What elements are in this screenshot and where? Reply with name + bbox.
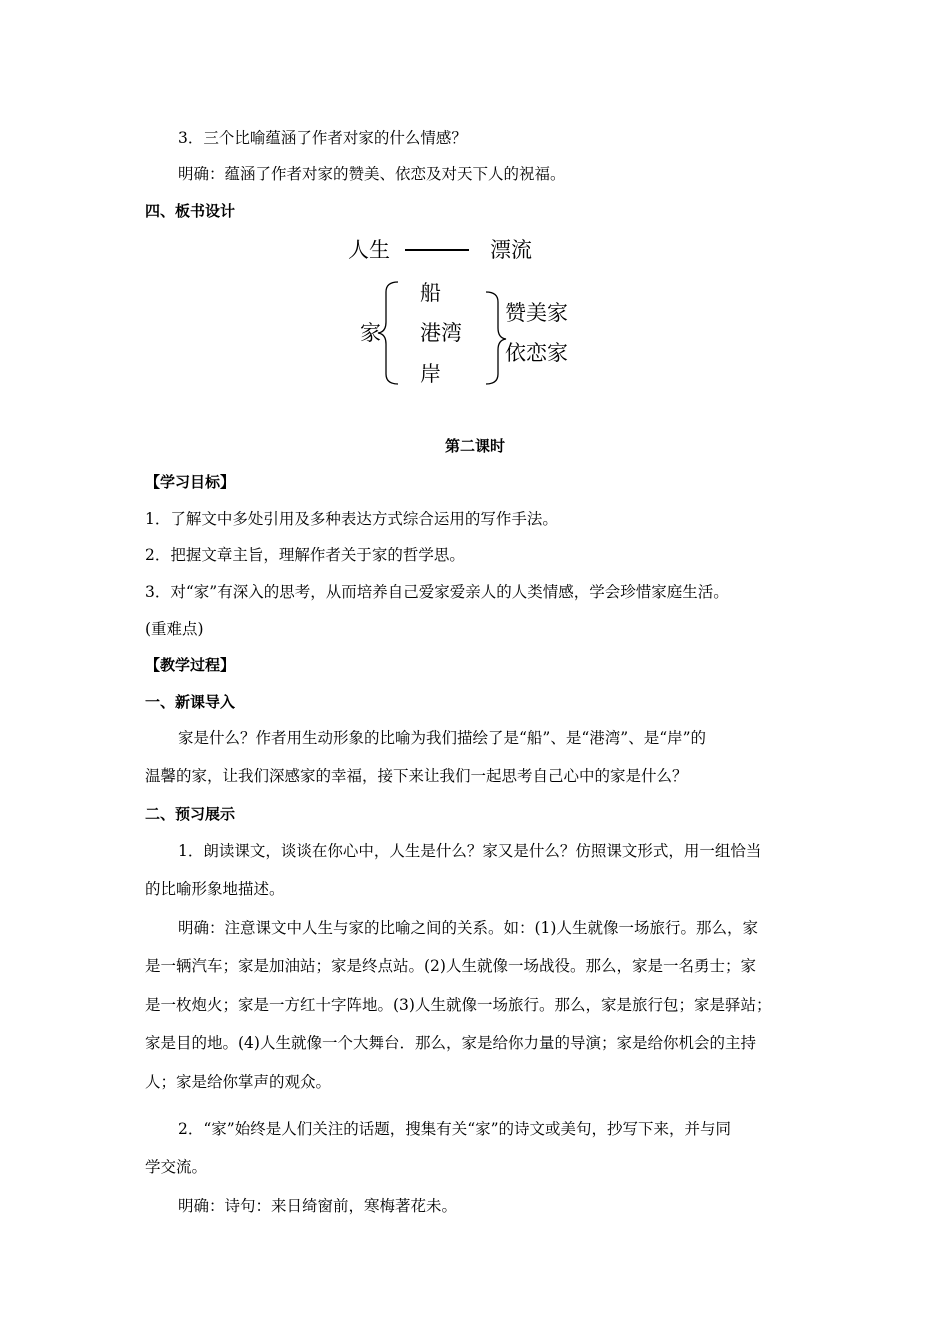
section-intro-heading: 一、新课导入 [145, 693, 236, 711]
answer-1-line: 家是目的地。(4)人生就像一个大舞台．那么，家是给你力量的导演；家是给你机会的主持 [145, 1034, 756, 1052]
intro-paragraph-line: 家是什么？作者用生动形象的比喻为我们描绘了是“船”、是“港湾”、是“岸”的 [178, 729, 707, 747]
answer-1-line: 是一辆汽车；家是加油站；家是终点站。(2)人生就像一场战役。那么，家是一名勇士；家 [145, 957, 756, 975]
goal-2: 2．把握文章主旨，理解作者关于家的哲学思。 [145, 546, 465, 564]
lesson2-title: 第二课时 [444, 437, 505, 455]
question-3: 3．三个比喻蕴涵了作者对家的什么情感？ [178, 129, 467, 147]
goal-1: 1．了解文中多处引用及多种表达方式综合运用的写作手法。 [145, 510, 558, 528]
left-brace [378, 282, 398, 384]
answer-2: 明确：诗句：来日绮窗前，寒梅著花未。 [178, 1197, 458, 1215]
section-preview-heading: 二、预习展示 [145, 805, 236, 823]
section-board-design-heading: 四、板书设计 [145, 202, 236, 220]
question-1-line: 1．朗读课文，谈谈在你心中，人生是什么？家又是什么？仿照课文形式，用一组恰当 [178, 842, 762, 860]
answer-3: 明确：蕴涵了作者对家的赞美、依恋及对天下人的祝福。 [178, 165, 566, 183]
board-item-an: 岸 [420, 362, 441, 386]
answer-1-line: 人；家是给你掌声的观众。 [145, 1073, 332, 1091]
board-jia: 家 [360, 321, 381, 345]
question-2-line: 2．“家”始终是人们关注的话题，搜集有关“家”的诗文或美句，抄写下来，并与同 [178, 1120, 732, 1138]
board-rensheng: 人生 [348, 238, 390, 262]
process-heading: 【教学过程】 [145, 656, 236, 674]
board-zanmeijia: 赞美家 [505, 301, 568, 325]
intro-paragraph-line: 温馨的家，让我们深感家的幸福，接下来让我们一起思考自己心中的家是什么？ [145, 767, 688, 785]
question-1-line: 的比喻形象地描述。 [145, 880, 285, 898]
board-yilianjia: 依恋家 [505, 341, 568, 365]
board-item-gangwan: 港湾 [420, 321, 462, 345]
question-2-line: 学交流。 [145, 1158, 208, 1176]
goal-3: 3．对“家”有深入的思考，从而培养自己爱家爱亲人的人类情感，学会珍惜家庭生活。 [145, 583, 729, 601]
answer-1-line: 明确：注意课文中人生与家的比喻之间的关系。如：(1)人生就像一场旅行。那么，家 [178, 919, 758, 937]
board-piaoliu: 漂流 [490, 238, 532, 262]
answer-1-line: 是一枚炮火；家是一方红十字阵地。(3)人生就像一场旅行。那么，家是旅行包；家是驿站； [145, 996, 772, 1014]
board-item-chuan: 船 [420, 281, 441, 305]
right-brace [486, 292, 506, 384]
key-point-note: (重难点) [145, 620, 204, 638]
goals-heading: 【学习目标】 [145, 473, 236, 491]
